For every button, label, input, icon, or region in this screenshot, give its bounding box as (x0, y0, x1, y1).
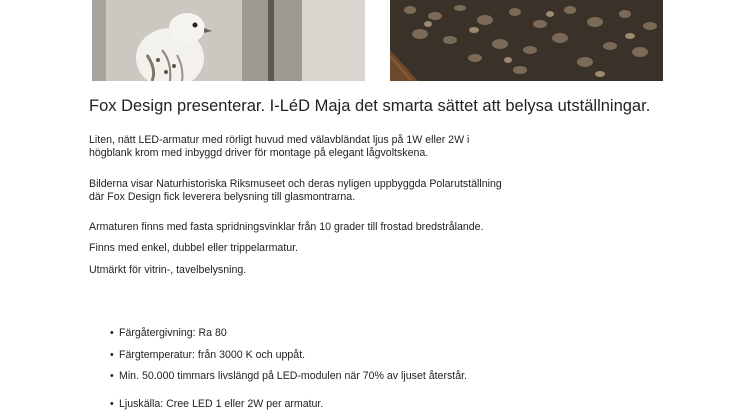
angles-paragraph: Armaturen finns med fasta spridningsvinklar från 10 grader till frostad bredstrålande. (89, 221, 484, 233)
museum-line-2: där Fox Design fick leverera belysning till glasmontrarna. (89, 190, 356, 203)
variants-paragraph: Finns med enkel, dubbel eller trippelarmatur. (89, 242, 299, 254)
falcon-display-photo (92, 0, 365, 81)
museum-paragraph (89, 178, 502, 203)
page-headline: Fox Design presenterar. I-LéD Maja det smarta sättet att belysa utställningar. (89, 97, 651, 115)
pebble-exhibit-photo (390, 0, 663, 81)
falcon-display-image (92, 0, 365, 81)
list-item (89, 370, 467, 383)
museum-line-1: Bilderna visar Naturhistoriska Riksmuseet och deras nyligen uppbyggda Polarutställning (89, 178, 502, 190)
list-item (89, 327, 467, 340)
intro-line-2: högblank krom med inbyggd driver för montage på elegant lågvoltskena. (89, 146, 429, 159)
bullet-icon: • (110, 370, 114, 382)
intro-paragraph (89, 134, 469, 159)
list-item (89, 398, 467, 411)
spec-text: Färgtemperatur: från 3000 K och uppåt. (119, 348, 306, 361)
pebble-exhibit-image (390, 0, 663, 81)
bullet-icon: • (110, 397, 114, 410)
bullet-icon: • (110, 327, 114, 339)
bullet-icon: • (110, 348, 114, 361)
spec-text: Färgåtergivning: Ra 80 (119, 327, 227, 339)
spec-list (89, 327, 467, 410)
intro-line-1: Liten, nätt LED-armatur med rörligt huvud med välavbländat ljus på 1W eller 2W i (89, 134, 470, 146)
list-item (89, 349, 467, 362)
spec-text: Ljuskälla: Cree LED 1 eller 2W per armatur. (119, 397, 324, 410)
spec-text: Min. 50.000 timmars livslängd på LED-modulen när 70% av ljuset återstår. (119, 370, 467, 382)
usage-paragraph: Utmärkt för vitrin-, tavelbelysning. (89, 264, 247, 276)
